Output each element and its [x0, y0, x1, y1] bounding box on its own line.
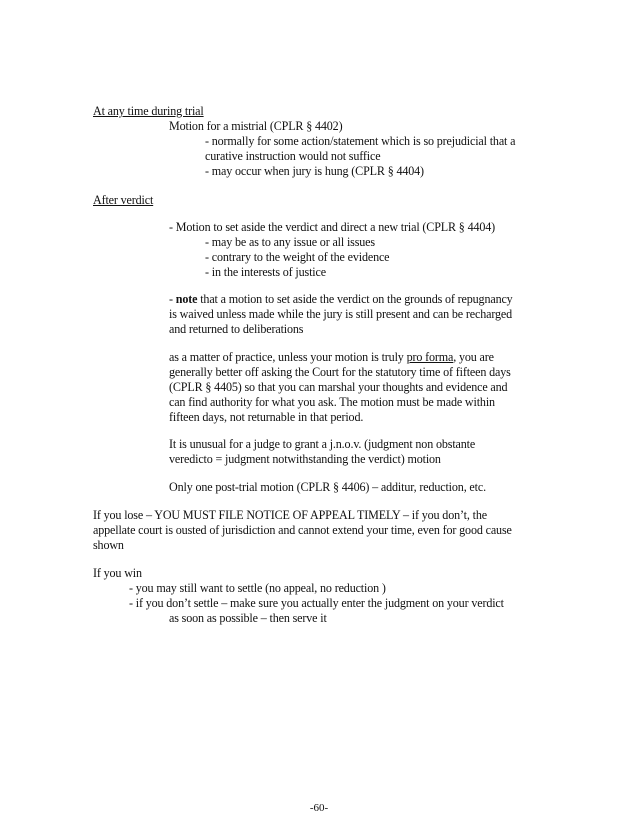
practice-line-3: (CPLR § 4405) so that you can marshal your thoughts and evidence and	[169, 380, 508, 394]
note-rest: that a motion to set aside the verdict on the grounds of repugnancy	[197, 292, 513, 306]
note-line-2: is waived unless made while the jury is still present and can be recharged	[169, 307, 512, 321]
set-aside-sub-2: - contrary to the weight of the evidence	[205, 250, 390, 264]
practice-line-4: can find authority for what you ask. The motion must be made within	[169, 395, 495, 409]
heading-after-verdict: After verdict	[93, 193, 154, 207]
mistrial-bullet-1a: - normally for some action/statement which is so prejudicial that a	[205, 134, 516, 148]
practice-line-1	[169, 350, 494, 365]
note-line-3: and returned to deliberations	[169, 322, 304, 336]
if-lose-line-2: appellate court is ousted of jurisdiction and cannot extend your time, even for good cause	[93, 523, 512, 537]
if-lose-line-1: If you lose – YOU MUST FILE NOTICE OF APPEAL TIMELY – if you don’t, the	[93, 508, 487, 522]
note-prefix: -	[169, 292, 176, 306]
note-line-1	[169, 292, 513, 307]
jnov-line-1: It is unusual for a judge to grant a j.n.o.v. (judgment non obstante	[169, 437, 476, 451]
if-win-item-2: - if you don’t settle – make sure you actually enter the judgment on your verdict	[129, 596, 504, 610]
jnov-line-2: veredicto = judgment notwithstanding the verdict) motion	[169, 452, 441, 466]
if-win-item-1: - you may still want to settle (no appeal, no reduction )	[129, 581, 386, 595]
practice-line-5: fifteen days, not returnable in that period.	[169, 410, 364, 424]
if-lose-line-3: shown	[93, 538, 124, 552]
practice-1b: , you are	[453, 350, 494, 364]
note-bold: note	[175, 292, 198, 306]
set-aside-motion: - Motion to set aside the verdict and direct a new trial (CPLR § 4404)	[169, 220, 496, 234]
page-number: -60-	[309, 802, 329, 814]
set-aside-sub-1: - may be as to any issue or all issues	[205, 235, 375, 249]
if-win-heading: If you win	[93, 566, 142, 580]
practice-pro-forma: pro forma	[406, 350, 454, 364]
heading-during-trial: At any time during trial	[93, 104, 204, 118]
set-aside-sub-3: - in the interests of justice	[205, 265, 326, 279]
mistrial-bullet-2: - may occur when jury is hung (CPLR § 4404)	[205, 164, 424, 178]
if-win-item-2b: as soon as possible – then serve it	[169, 611, 327, 625]
practice-line-2: generally better off asking the Court for the statutory time of fifteen days	[169, 365, 511, 379]
mistrial-bullet-1b: curative instruction would not suffice	[205, 149, 381, 163]
only-one-motion: Only one post-trial motion (CPLR § 4406) – additur, reduction, etc.	[169, 480, 486, 494]
practice-1a: as a matter of practice, unless your motion is truly	[169, 350, 407, 364]
mistrial-motion: Motion for a mistrial (CPLR § 4402)	[169, 119, 343, 133]
